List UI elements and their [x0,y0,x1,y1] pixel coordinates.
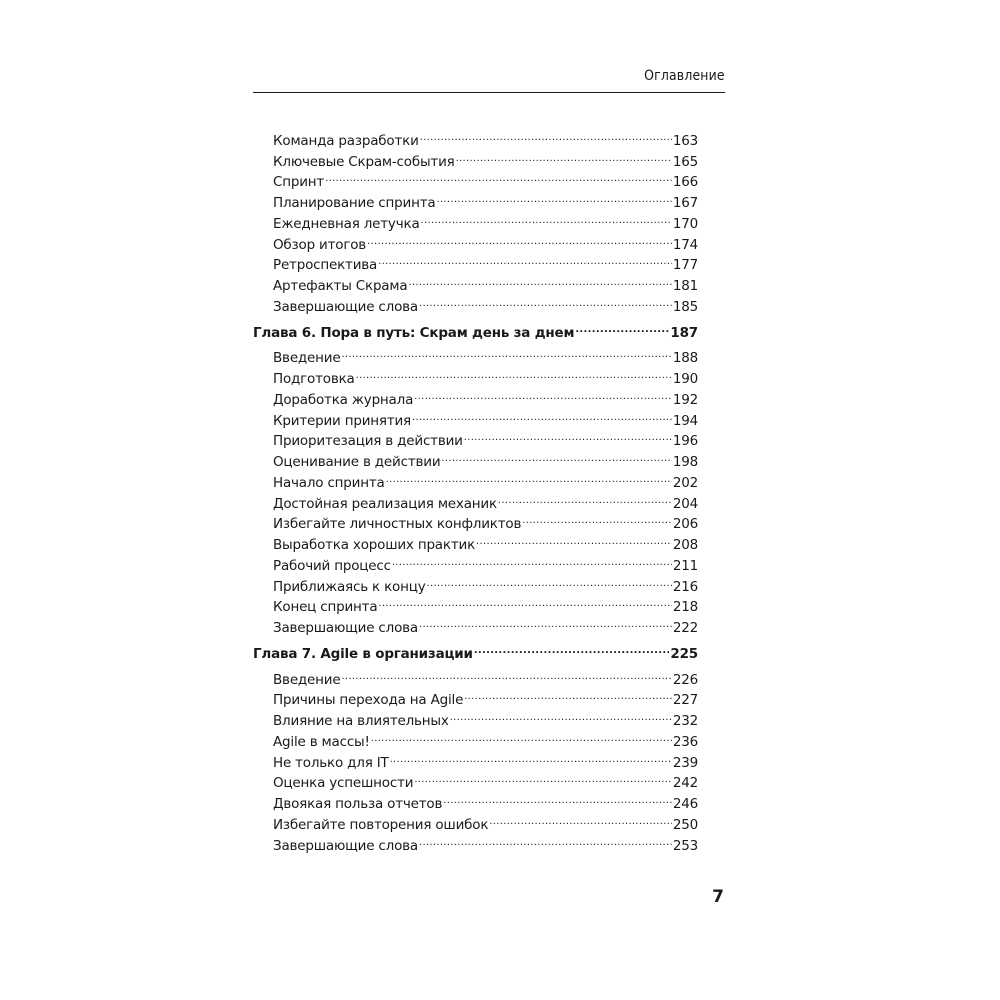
toc-entry-page: 218 [672,599,698,616]
dot-leader [419,290,672,311]
toc-entry-title: Избегайте повторения ошибок [273,816,489,833]
dot-leader [414,767,672,788]
toc-entry-title: Ретроспектива [273,257,378,274]
dot-leader [456,145,672,166]
dot-leader [420,124,672,145]
dot-leader [371,725,672,746]
toc-entry-title: Начало спринта [273,474,385,491]
page-number: 7 [712,887,724,907]
dot-leader [443,787,672,808]
toc-entry-title: Приближаясь к концу [273,578,426,595]
toc-entry-page: 196 [672,433,698,450]
dot-leader [390,746,672,767]
toc-entry-title: Рабочий процесс [273,557,391,574]
dot-leader [412,404,672,425]
dot-leader [427,570,672,591]
toc-entry-page: 204 [672,495,698,512]
toc-entry-page: 167 [672,195,698,211]
toc-entry-page: 170 [672,215,698,232]
toc-entry-page: 177 [672,257,698,274]
toc-entry-page: 163 [672,132,698,149]
toc-entry-page: 198 [672,454,698,470]
dot-leader [414,383,672,404]
table-of-contents [253,124,698,854]
toc-entry-title: Обзор итогов [273,236,367,253]
dot-leader [367,228,672,249]
toc-entry-page: 211 [672,557,698,574]
dot-leader [476,528,672,549]
dot-leader [450,704,672,725]
toc-entry-title: Подготовка [273,371,355,387]
running-header [253,66,725,93]
toc-entry-page: 181 [672,278,698,294]
toc-entry-page: 206 [672,516,698,533]
dot-leader [522,508,672,529]
toc-chapter-7 [253,637,698,662]
dot-leader [464,684,672,705]
toc-entry-title: Завершающие слова [273,837,418,854]
toc-entry-title: Выработка хороших практик [273,537,476,553]
dot-leader [325,166,672,187]
toc-entry-title: Введение [273,671,341,688]
toc-entry-page: 166 [672,174,698,191]
toc-entry-title: Избегайте личностных конфликтов [273,516,522,533]
toc-entry-title: Доработка журнала [273,391,414,408]
toc-entry-page: 192 [672,391,698,408]
dot-leader [498,487,672,508]
toc-entry-page: 242 [672,775,698,792]
running-header-title: Оглавление [644,68,725,84]
toc-entry-title: Спринт [273,174,325,191]
dot-leader [386,466,672,487]
dot-leader [341,663,671,684]
toc-entry-title: Завершающие слова [273,620,418,636]
dot-leader [378,591,671,612]
dot-leader [378,249,672,270]
toc-entry-title: Agile в массы! [273,733,370,750]
toc-entry-page: 165 [672,153,698,170]
toc-entry-title: Конец спринта [273,599,378,616]
toc-entry-title: Введение [273,350,341,367]
toc-entry-title: Достойная реализация механик [273,495,497,512]
dot-leader [464,425,672,446]
toc-entry-title: Не только для IT [273,754,389,771]
dot-leader [489,808,672,829]
toc-entry-page: 190 [672,371,698,387]
toc-chapter-title: Глава 7. Agile в организации [253,645,473,662]
dot-leader [392,549,672,570]
toc-entry-page: 185 [672,298,698,315]
dot-leader [408,269,671,290]
dot-leader [441,445,671,466]
dot-leader [421,207,672,228]
toc-chapter-6 [253,316,698,341]
dot-leader [419,829,672,850]
toc-entry-page: 202 [672,474,698,491]
toc-entry-page: 232 [672,713,698,729]
dot-leader [575,316,669,337]
toc-chapter-page: 225 [670,645,698,662]
toc-entry-title: Команда разработки [273,132,419,149]
toc-entry-page: 239 [672,754,698,771]
toc-entry-title: Оценка успешности [273,775,414,792]
dot-leader [341,342,671,363]
toc-entry-page: 208 [672,537,698,553]
toc-entry-page: 188 [672,350,698,367]
toc-entry-title: Причины перехода на Agile [273,692,464,709]
dot-leader [474,637,670,658]
toc-entry [253,342,698,367]
toc-entry-title: Ключевые Скрам-события [273,153,455,170]
toc-entry-page: 226 [672,671,698,688]
toc-chapter-page: 187 [670,324,698,341]
toc-entry-title: Артефакты Скрама [273,278,408,294]
dot-leader [436,186,671,207]
toc-entry-title: Оценивание в действии [273,454,441,470]
toc-entry-page: 250 [672,816,698,833]
toc-entry-page: 216 [672,578,698,595]
toc-entry-title: Планирование спринта [273,195,436,211]
toc-entry [253,124,698,149]
toc-entry-title: Приоритезация в действии [273,433,463,450]
toc-entry-page: 227 [672,692,698,709]
dot-leader [419,611,672,632]
toc-entry-title: Влияние на влиятельных [273,713,449,729]
dot-leader [356,362,672,383]
toc-entry-page: 222 [672,620,698,636]
toc-entry-page: 246 [672,796,698,812]
toc-entry [253,663,698,688]
toc-entry-title: Двоякая польза отчетов [273,796,443,812]
toc-entry-title: Критерии принятия [273,412,411,429]
toc-entry-title: Завершающие слова [273,298,418,315]
toc-entry-title: Ежедневная летучка [273,215,420,232]
toc-entry-page: 174 [672,236,698,253]
toc-chapter-title: Глава 6. Пора в путь: Скрам день за днем [253,324,575,341]
toc-entry-page: 194 [672,412,698,429]
toc-entry-page: 236 [672,733,698,750]
toc-entry-page: 253 [672,837,698,854]
